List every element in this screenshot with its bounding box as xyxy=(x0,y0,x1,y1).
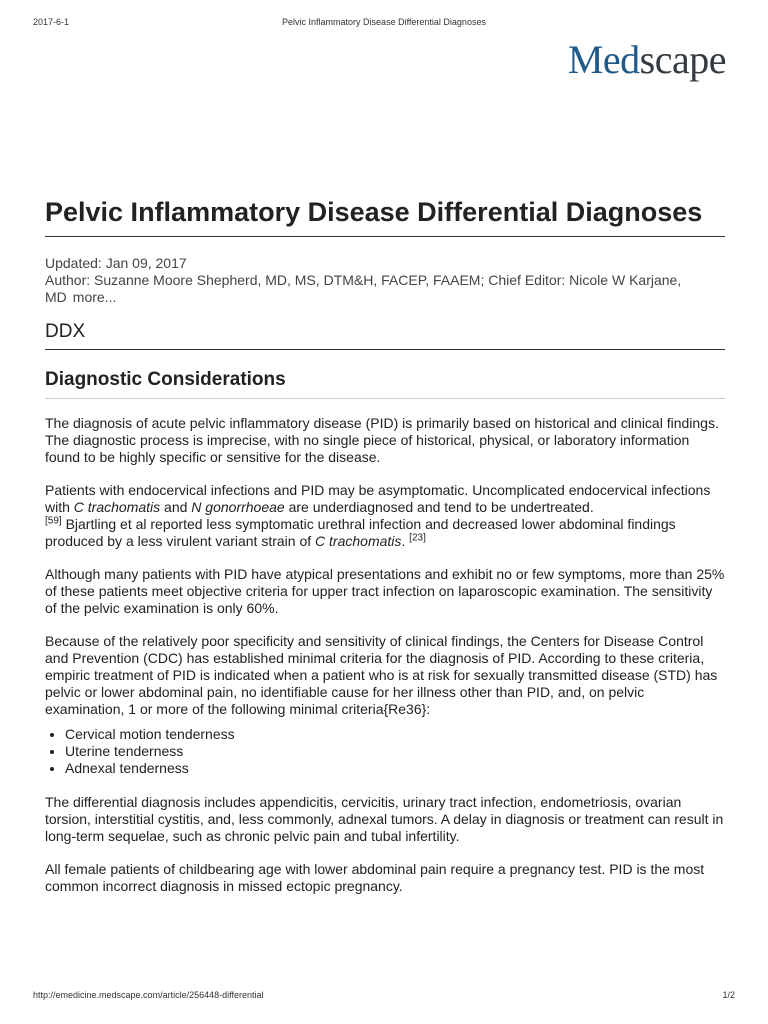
paragraph-5: The differential diagnosis includes appendicitis, cervicitis, urinary tract infection, endometriosis, ovarian torsion, interstitial cystitis, and, less commonly, adnexal tumors. A delay in diagnosis or treatment can result in long-term sequelae, such as chronic pelvic pain and tubal infertility. xyxy=(45,794,724,844)
print-document-title: Pelvic Inflammatory Disease Differential Diagnoses xyxy=(282,17,486,27)
section-label-ddx: DDX xyxy=(45,321,86,342)
medscape-logo[interactable] xyxy=(567,37,726,82)
paragraph-6: All female patients of childbearing age with lower abdominal pain require a pregnancy test. PID is the most common incorrect diagnosis in missed ectopic pregnancy. xyxy=(45,861,705,894)
reference-link[interactable]: [23] xyxy=(409,532,426,544)
organism-name: C trachomatis xyxy=(315,533,402,549)
page-url: http://emedicine.medscape.com/article/256448-differential xyxy=(33,990,264,1000)
paragraph-1: The diagnosis of acute pelvic inflammatory disease (PID) is primarily based on historical and clinical findings. The diagnostic process is imprecise, with no single piece of historical, physical, or laboratory information found to be highly specific or sensitive for the disease. xyxy=(45,415,719,465)
paragraph-3: Although many patients with PID have atypical presentations and exhibit no or few symptoms, more than 25% of these patients meet objective criteria for upper tract infection on laparoscopic examination. The sensitivity of the pelvic examination is only 60%. xyxy=(45,566,725,616)
subsection-divider xyxy=(45,398,725,399)
paragraph-4: Because of the relatively poor specificity and sensitivity of clinical findings, the Centers for Disease Control and Prevention (CDC) has established minimal criteria for the diagnosis of PID. According to these criteria, empiric treatment of PID is indicated when a patient who is at risk for sexually transmitted disease (STD) has pelvic or lower abdominal pain, no identifiable cause for her illness other than PID, and, on pelvic examination, 1 or more of the following minimal criteria{Re36}: xyxy=(45,633,718,717)
page-number: 1/2 xyxy=(722,990,735,1000)
updated-date: Updated: Jan 09, 2017 xyxy=(45,255,187,271)
article xyxy=(45,194,725,911)
print-header xyxy=(33,17,735,31)
list-item: • Uterine tenderness xyxy=(65,743,725,760)
more-link[interactable]: more... xyxy=(72,289,117,305)
logo-part-scape: scape xyxy=(639,37,726,82)
print-date: 2017-6-1 xyxy=(33,17,70,27)
organism-name: N gonorrhoeae xyxy=(191,499,285,515)
subsection-title: Diagnostic Considerations xyxy=(45,369,286,390)
section-divider xyxy=(45,349,725,350)
paragraph-2: Patients with endocervical infections and PID may be asymptomatic. Uncomplicated endocervical infections with C trachomatis and N gonorrhoeae are underdiagnosed and tend to be undertreated. [59] Bjartling et al reported less symptomatic urethral infection and decreased lower abdominal findings produced by a less virulent variant strain of C trachomatis. [23] xyxy=(45,482,711,549)
article-meta xyxy=(45,255,725,306)
print-footer xyxy=(33,990,735,1002)
article-body xyxy=(45,415,725,895)
reference-link[interactable]: [59] xyxy=(45,515,62,527)
organism-name: C trachomatis xyxy=(73,499,161,515)
title-divider xyxy=(45,236,725,237)
author-line: Author: Suzanne Moore Shepherd, MD, MS, DTM&H, FACEP, FAAEM; Chief Editor: Nicole W Karjane, MD xyxy=(45,272,682,305)
article-title: Pelvic Inflammatory Disease Differential Diagnoses xyxy=(45,197,703,227)
criteria-list xyxy=(45,726,725,777)
logo-part-med: Med xyxy=(567,37,640,82)
list-item: • Cervical motion tenderness xyxy=(65,726,725,743)
list-item: • Adnexal tenderness xyxy=(65,760,725,777)
